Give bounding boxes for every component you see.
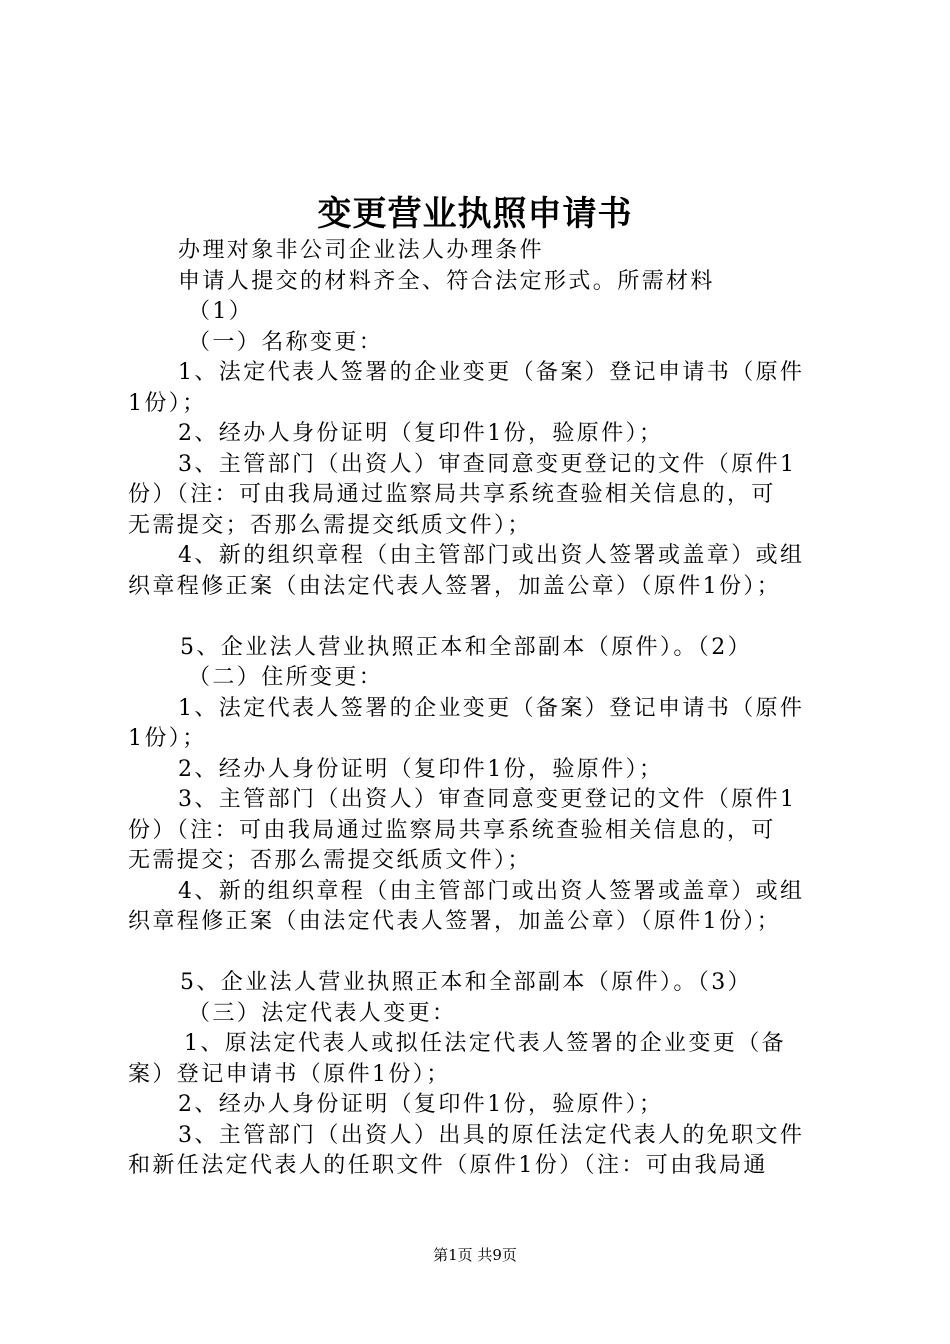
section-heading: （三）法定代表人变更： — [188, 1000, 457, 1026]
list-item-line: 织章程修正案（由法定代表人签署，加盖公章）（原件1份）； — [128, 573, 782, 599]
list-item-line: 1、法定代表人签署的企业变更（备案）登记申请书（原件 — [178, 360, 805, 385]
list-item-line: 1、法定代表人签署的企业变更（备案）登记申请书（原件 — [178, 695, 805, 721]
list-item-line: 1、原法定代表人或拟任法定代表人签署的企业变更（备 — [184, 1031, 786, 1056]
list-item-line: 3、主管部门（出资人）审查同意变更登记的文件（原件1 — [178, 451, 797, 477]
blank-line — [128, 602, 848, 633]
list-item-line: 2、经办人身份证明（复印件1份，验原件）； — [178, 756, 664, 782]
page-number-footer: 第1页 共9页 — [433, 1246, 517, 1264]
list-item-line: 无需提交；否那么需提交纸质文件）； — [128, 512, 532, 538]
list-item-line: 2、经办人身份证明（复印件1份，验原件）； — [178, 1092, 664, 1117]
document-body — [128, 236, 848, 1182]
list-item-line: 织章程修正案（由法定代表人签署，加盖公章）（原件1份）； — [128, 909, 782, 934]
list-item-line: 无需提交；否那么需提交纸质文件）； — [128, 848, 532, 873]
paragraph-line: 办理对象非公司企业法人办理条件 — [178, 238, 545, 263]
list-item-line: 3、主管部门（出资人）出具的原任法定代表人的免职文件 — [178, 1122, 805, 1148]
list-item-line: 2、经办人身份证明（复印件1份，验原件）； — [178, 421, 664, 446]
list-item-line: 5、企业法人营业执照正本和全部副本（原件）。（3） — [180, 970, 752, 995]
list-item-line: 3、主管部门（出资人）审查同意变更登记的文件（原件1 — [178, 787, 797, 812]
list-item-line: 案）登记申请书（原件1份）； — [128, 1061, 451, 1087]
list-item-line: 份）（注：可由我局通过监察局共享系统查验相关信息的，可 — [128, 817, 776, 843]
list-item-line: 5、企业法人营业执照正本和全部副本（原件）。（2） — [180, 634, 752, 660]
section-heading: （一）名称变更： — [188, 329, 384, 355]
paragraph-line: （1） — [188, 299, 254, 324]
list-item-line: 1份）； — [128, 726, 207, 751]
list-item-line: 1份）； — [128, 390, 207, 416]
section-heading: （二）住所变更： — [188, 665, 384, 690]
list-item-line: 4、新的组织章程（由主管部门或出资人签署或盖章）或组 — [178, 543, 805, 568]
list-item-line: 份）（注：可由我局通过监察局共享系统查验相关信息的，可 — [128, 482, 776, 507]
list-item-line: 和新任法定代表人的任职文件（原件1份）（注：可由我局通 — [128, 1153, 768, 1178]
document-title: 变更营业执照申请书 — [317, 194, 633, 234]
paragraph-line: 申请人提交的材料齐全、符合法定形式。所需材料 — [178, 268, 715, 294]
blank-line — [128, 938, 848, 969]
list-item-line: 4、新的组织章程（由主管部门或出资人签署或盖章）或组 — [178, 878, 805, 904]
